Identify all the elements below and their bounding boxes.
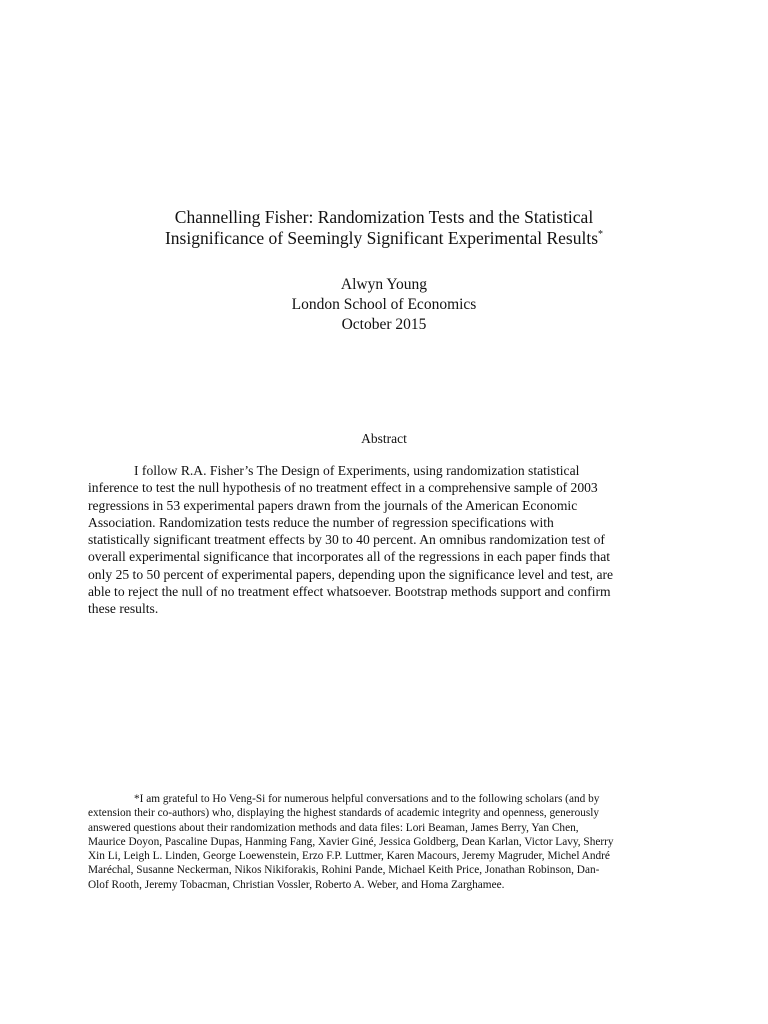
abstract-line: overall experimental significance that incorporates all of the regressions in each paper finds that: [88, 549, 611, 565]
footnote-line: answered questions about their randomization methods and data files: Lori Beaman, James Berry, Yan Chen,: [88, 821, 579, 834]
abstract-line: these results.: [88, 601, 159, 617]
title-line-1: Channelling Fisher: Randomization Tests and the Statistical: [174, 207, 594, 227]
footnote-line: Xin Li, Leigh L. Linden, George Loewenstein, Erzo F.P. Luttmer, Karen Macours, Jeremy Magruder, Michel André: [88, 850, 610, 863]
abstract-line: only 25 to 50 percent of experimental papers, depending upon the significance level and test, are: [88, 566, 614, 582]
abstract-line: regressions in 53 experimental papers drawn from the journals of the American Economic: [88, 497, 578, 513]
acknowledgement-footnote: [88, 792, 680, 892]
footnote-line: extension their co-authors) who, displaying the highest standards of academic integrity and openness, generously: [88, 807, 600, 820]
abstract-line: Association. Randomization tests reduce the number of regression specifications with: [88, 514, 554, 530]
abstract-body: [88, 462, 678, 618]
author-block: [100, 275, 668, 335]
title-line-2: [100, 228, 668, 249]
abstract-line: statistically significant treatment effects by 30 to 40 percent. An omnibus randomization test of: [88, 532, 605, 548]
abstract-heading: Abstract: [361, 431, 407, 446]
paper-date: October 2015: [341, 316, 427, 333]
abstract-line: able to reject the null of no treatment effect whatsoever. Bootstrap methods support and confirm: [88, 584, 611, 600]
paper-title: [100, 207, 668, 249]
footnote-line: Olof Rooth, Jeremy Tobacman, Christian Vossler, Roberto A. Weber, and Homa Zarghamee.: [88, 878, 505, 891]
abstract-line: inference to test the null hypothesis of no treatment effect in a comprehensive sample of 2003: [88, 480, 598, 496]
title-footnote-marker[interactable]: *: [598, 229, 604, 240]
title-line-2-text: Insignificance of Seemingly Significant Experimental Results: [164, 228, 599, 248]
footnote-line: Maréchal, Susanne Neckerman, Nikos Nikiforakis, Rohini Pande, Michael Keith Price, Jonathan Robinson, Dan-: [88, 864, 600, 877]
footnote-line: Maurice Doyon, Pascaline Dupas, Hanming Fang, Xavier Giné, Jessica Goldberg, Dean Karlan, Victor Lavy, Sherry: [88, 835, 614, 848]
author-affiliation: London School of Economics: [291, 296, 477, 313]
footnote-line: *I am grateful to Ho Veng-Si for numerous helpful conversations and to the following scholars (and by: [134, 793, 600, 805]
abstract-line: I follow R.A. Fisher’s The Design of Experiments, using randomization statistical: [134, 463, 580, 478]
author-name: Alwyn Young: [340, 276, 428, 293]
